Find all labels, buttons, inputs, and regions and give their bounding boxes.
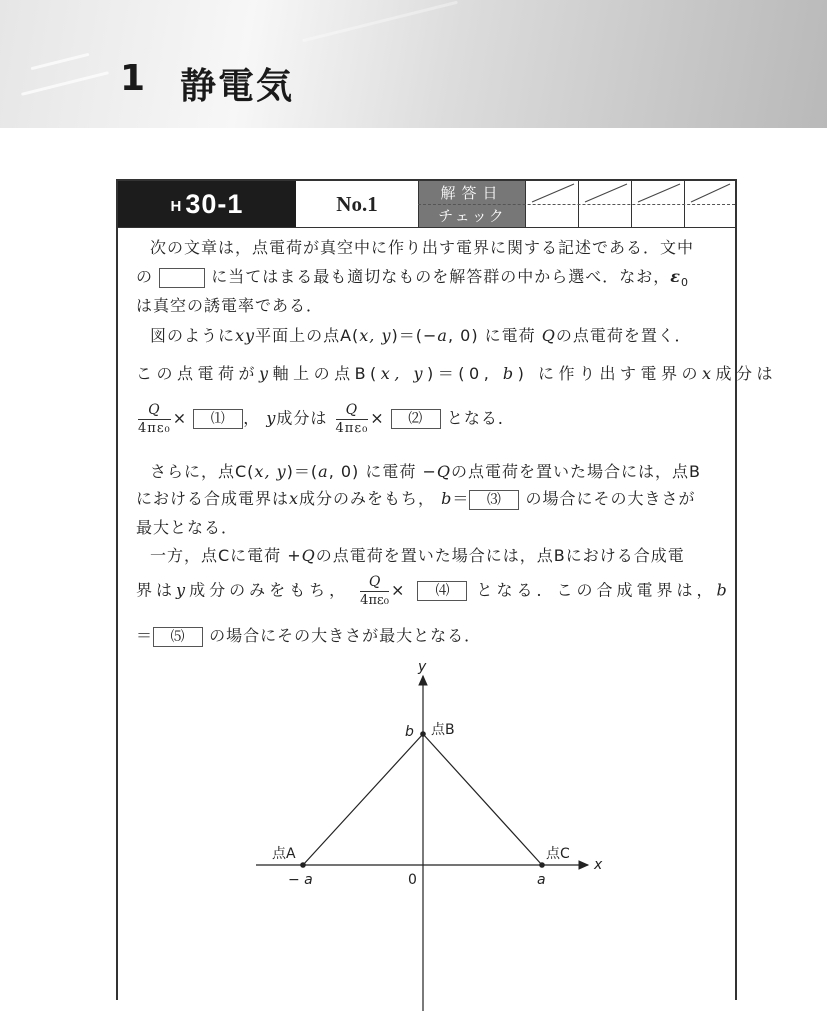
answer-blank-4: ⑷ bbox=[417, 581, 467, 601]
line-b-to-c bbox=[423, 734, 542, 865]
fraction: $\frac{Q}{\text{4πε₀}}$ bbox=[335, 402, 369, 436]
text-line: ＝ ⑸ の場合にその大きさが最大となる． bbox=[136, 626, 482, 645]
banner-streak bbox=[21, 71, 109, 96]
answer-blank-2: ⑵ bbox=[391, 409, 441, 429]
answer-blank-3: ⑶ bbox=[469, 490, 519, 510]
point-a-dot bbox=[300, 862, 306, 868]
origin-label: 0 bbox=[408, 872, 417, 888]
point-b-label: 点B bbox=[431, 722, 455, 738]
point-a-label: 点A bbox=[272, 846, 296, 862]
text-line: における合成電界はx成分のみをもち， b＝ ⑶ の場合にその大きさが bbox=[136, 489, 696, 508]
banner-streak bbox=[302, 1, 458, 43]
fraction: $\frac{Q}{\text{4πε₀}}$ bbox=[138, 402, 171, 436]
banner-streak bbox=[31, 53, 90, 70]
text-line: この点電荷がy軸上の点B(x, y)＝(0, b) に作り出す電界のx成分は bbox=[136, 364, 778, 383]
problem-id-number: 30-1 bbox=[185, 188, 244, 219]
point-b-dot bbox=[420, 731, 426, 737]
text-line: さらに，点C(x, y)＝(a, 0) に電荷 −Qの点電荷を置いた場合には，点B bbox=[150, 462, 701, 481]
answer-date-label: 解答日 bbox=[440, 184, 504, 202]
chapter-banner bbox=[0, 0, 827, 128]
check-label: チェック bbox=[438, 207, 506, 225]
text-line: の に当てはまる最も適切なものを解答群の中から選べ．なお，$\varepsilon_0$ bbox=[136, 267, 689, 290]
answer-blank-5: ⑸ bbox=[153, 627, 203, 647]
point-c-label: 点C bbox=[546, 846, 570, 862]
a-label: a bbox=[537, 872, 546, 888]
chapter-title: 静電気 bbox=[180, 66, 295, 107]
text-line: は真空の誘電率である． bbox=[136, 296, 324, 315]
line-a-to-b bbox=[303, 734, 423, 865]
fraction: $\frac{Q}{\text{4πε₀}}$ bbox=[360, 574, 389, 608]
neg-a-label: − a bbox=[288, 872, 313, 888]
answer-blank-1: ⑴ bbox=[193, 409, 243, 429]
problem-header bbox=[118, 181, 735, 228]
problem-box bbox=[116, 179, 778, 1000]
y-axis-label: y bbox=[418, 659, 427, 675]
text-line: 図のようにxy平面上の点A(x, y)＝(−a, 0) に電荷 Qの点電荷を置く． bbox=[150, 326, 692, 345]
problem-number: No.1 bbox=[296, 181, 419, 227]
problem-id-prefix: H bbox=[170, 197, 182, 215]
text-line: $\frac{Q}{\text{4πε₀}}$ × ⑴ ， y成分は $\frac{Q}{\text{4πε₀}}$ × ⑵ となる． bbox=[138, 402, 515, 436]
answer-blank-empty bbox=[159, 268, 205, 288]
b-label: b bbox=[405, 724, 414, 740]
text-line: 一方，点Cに電荷 +Qの点電荷を置いた場合には，点Bにおける合成電 bbox=[150, 546, 685, 565]
chapter-number: 1 bbox=[120, 58, 146, 99]
check-slashes bbox=[118, 181, 735, 227]
x-axis-label: x bbox=[594, 857, 603, 873]
text-line: 次の文章は，点電荷が真空中に作り出す電界に関する記述である．文中 bbox=[150, 238, 695, 257]
text-line: 界はy成分のみをもち， $\frac{Q}{\text{4πε₀}}$ × ⑷ となる．この合成電界は，b bbox=[136, 574, 731, 608]
coordinate-diagram bbox=[118, 651, 735, 1011]
text-line: 最大となる． bbox=[136, 518, 239, 537]
point-c-dot bbox=[539, 862, 545, 868]
